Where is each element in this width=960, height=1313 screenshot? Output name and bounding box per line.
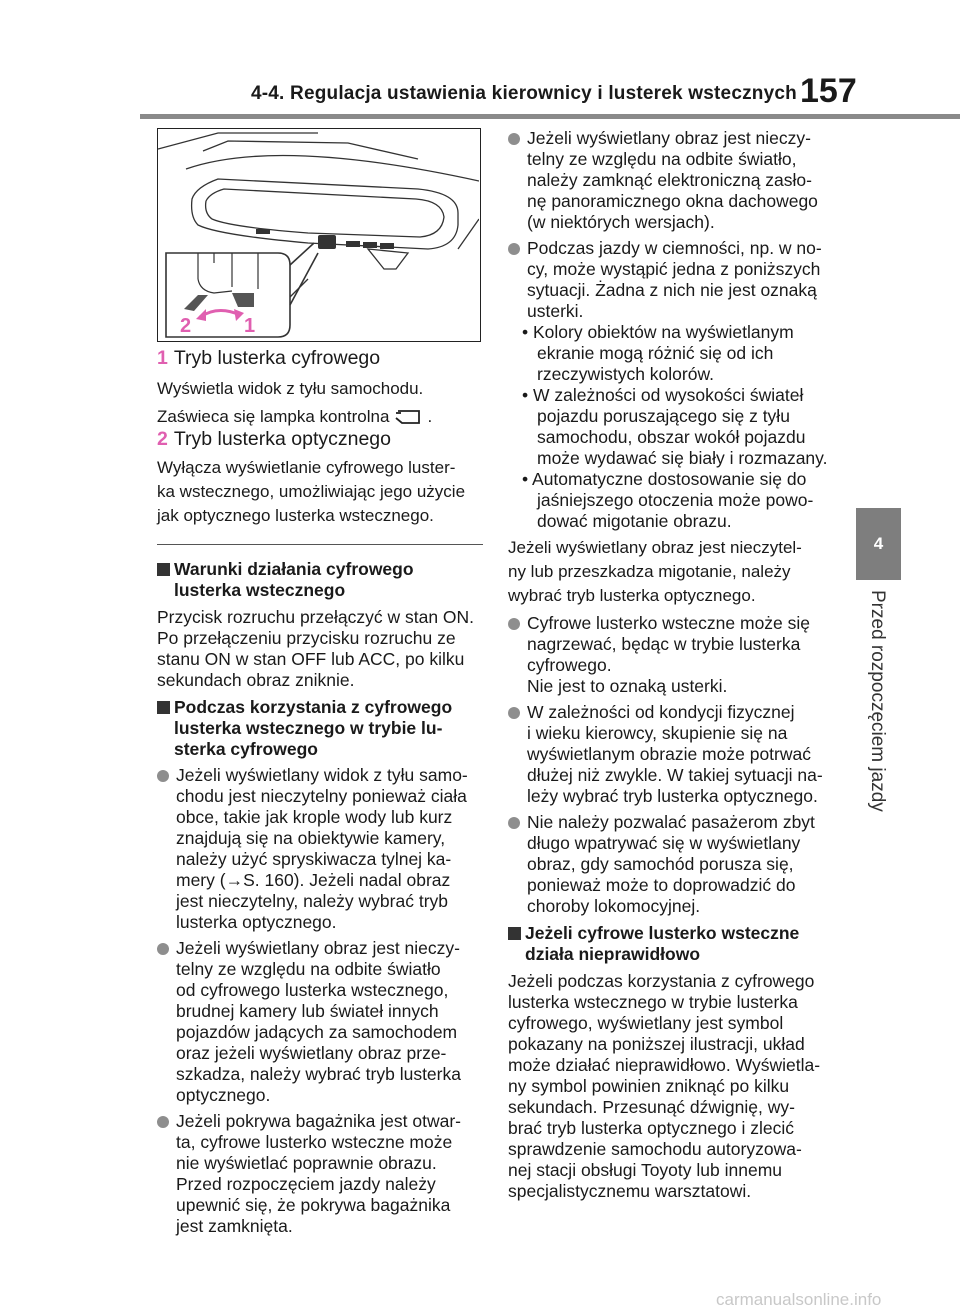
- list-item: Cyfrowe lusterko wsteczne może się nagrzewać, będąc w trybie lusterka cyfrowego. Nie jest to oznaką usterki.: [508, 613, 844, 697]
- flicker-paragraph: Jeżeli wyświetlany obraz jest nieczytel- ny lub przeszkadza migotanie, należy wybrać tryb lusterka optycznego.: [508, 538, 802, 605]
- left-column: [157, 348, 483, 1237]
- page-number: 157: [800, 72, 857, 110]
- list-item: Nie należy pozwalać pasażerom zbyt długo wpatrywać się w wyświetlany obraz, gdy samochód porusza się, ponieważ może to doprowadzić do choroby lokomocyjnej.: [508, 812, 844, 917]
- list-item: Jeżeli wyświetlany obraz jest nieczy- telny ze względu na odbite światło od cyfrowego lusterka wstecznego, brudnej kamery lub świateł innych pojazdów jadących za samochodem oraz jeżeli wyświetlany obraz prze- szkadza, należy wybrać tryb lusterka optycznego.: [157, 938, 483, 1106]
- section-divider: [157, 544, 483, 545]
- list-item: Podczas jazdy w ciemności, np. w no- cy, może wystąpić jedna z poniższych sytuacji. Żadna z nich nie jest oznaką usterki.: [508, 238, 844, 322]
- item2-heading: 2 Tryb lusterka optycznego: [157, 428, 391, 450]
- list-item: W zależności od kondycji fizycznej i wieku kierowcy, skupienie się na wyświetlanym obrazie może potrwać dłużej niż zwykle. W takiej sytuacji na- leży wybrać tryb lusterka optycznego.: [508, 702, 844, 807]
- list-item: Jeżeli wyświetlany obraz jest nieczy- telny ze względu na odbite światło, należy zamknąć elektroniczną zasło- nę panoramicznego okna dachowego (w niektórych wersjach).: [508, 128, 844, 233]
- sub-list-item: • Kolory obiektów na wyświetlanym ekranie mogą różnić się od ich rzeczywistych kolorów.: [522, 322, 794, 384]
- chapter-title: 4-4. Regulacja ustawienia kierownicy i lusterek wstecznych: [251, 83, 797, 104]
- watermark: carmanualsonline.info: [716, 1290, 882, 1309]
- operating-conditions-text: Przycisk rozruchu przełączyć w stan ON. Po przełączeniu przycisku rozruchu ze stanu ON w stan OFF lub ACC, po kilku sekundach obraz zniknie.: [157, 607, 475, 690]
- sub-list-item: • Automatyczne dostosowanie się do jaśniejszego otoczenia może powo- dować migotanie obrazu.: [522, 469, 814, 531]
- heading-operating-conditions: Warunki działania cyfrowego lusterka wstecznego: [157, 559, 483, 601]
- list-item: Jeżeli pokrywa bagażnika jest otwar- ta, cyfrowe lusterko wsteczne może nie wyświetlać poprawnie obrazu. Przed rozpoczęciem jazdy należy upewnić się, że pokrywa bagażnika jest zamknięta.: [157, 1111, 483, 1237]
- label-1: 1: [244, 315, 256, 337]
- malfunction-text: Jeżeli podczas korzystania z cyfrowego lusterka wstecznego w trybie lusterka cyfrowego, wyświetlany jest symbol pokazany na poniższej ilustracji, układ może działać nieprawidłowo. Wyświetla- ny symbol powinien zniknąć po kilku sekundach. Przesunąć dźwignię, wy- brać tryb lusterka optycznego i zlecić sprawdzenie samochodu autoryzowa- nej stacji obsługi Toyoty lub innemu specjalistycznemu warsztatowi.: [508, 971, 821, 1201]
- item1-text: Wyświetla widok z tyłu samochodu.: [157, 379, 424, 398]
- item2-text: Wyłącza wyświetlanie cyfrowego luster- ka wstecznego, umożliwiając jego użycie jak optycznego lusterka wstecznego.: [157, 458, 466, 525]
- mirror-drawing: [158, 129, 479, 340]
- right-column: [508, 128, 844, 1202]
- list-item: Jeżeli wyświetlany widok z tyłu samo- chodu jest nieczytelny ponieważ ciała obce, takie jak krople wody lub kurz znajdują się na obiektywie kamery, należy użyć spryskiwacza tylnej ka- mery (→S. 160). Jeżeli nadal obraz jest nieczytelny, należy wybrać tryb lusterka optycznego.: [157, 765, 483, 933]
- digital-mirror-indicator-icon: [393, 408, 423, 426]
- heading-malfunction: Jeżeli cyfrowe lusterko wsteczne działa nieprawidłowo: [508, 923, 844, 965]
- label-2: 2: [180, 315, 192, 337]
- mirror-illustration: [157, 128, 481, 342]
- section-label: Przed rozpoczęciem jazdy: [867, 590, 888, 812]
- item1-heading: 1 Tryb lusterka cyfrowego: [157, 347, 381, 369]
- heading-using-digital-mode: Podczas korzystania z cyfrowego lusterka wstecznego w trybie lu- sterka cyfrowego: [157, 697, 483, 760]
- sub-list-item: • W zależności od wysokości świateł pojazdu poruszającego się z tyłu samochodu, obszar wokół pojazdu może wydawać się biały i rozmazany.: [522, 385, 828, 468]
- header-rule: [140, 114, 960, 119]
- page-header: [0, 0, 960, 120]
- chapter-tab: 4: [856, 508, 901, 580]
- item1-lamp-line: Zaświeca się lampka kontrolna .: [157, 407, 433, 426]
